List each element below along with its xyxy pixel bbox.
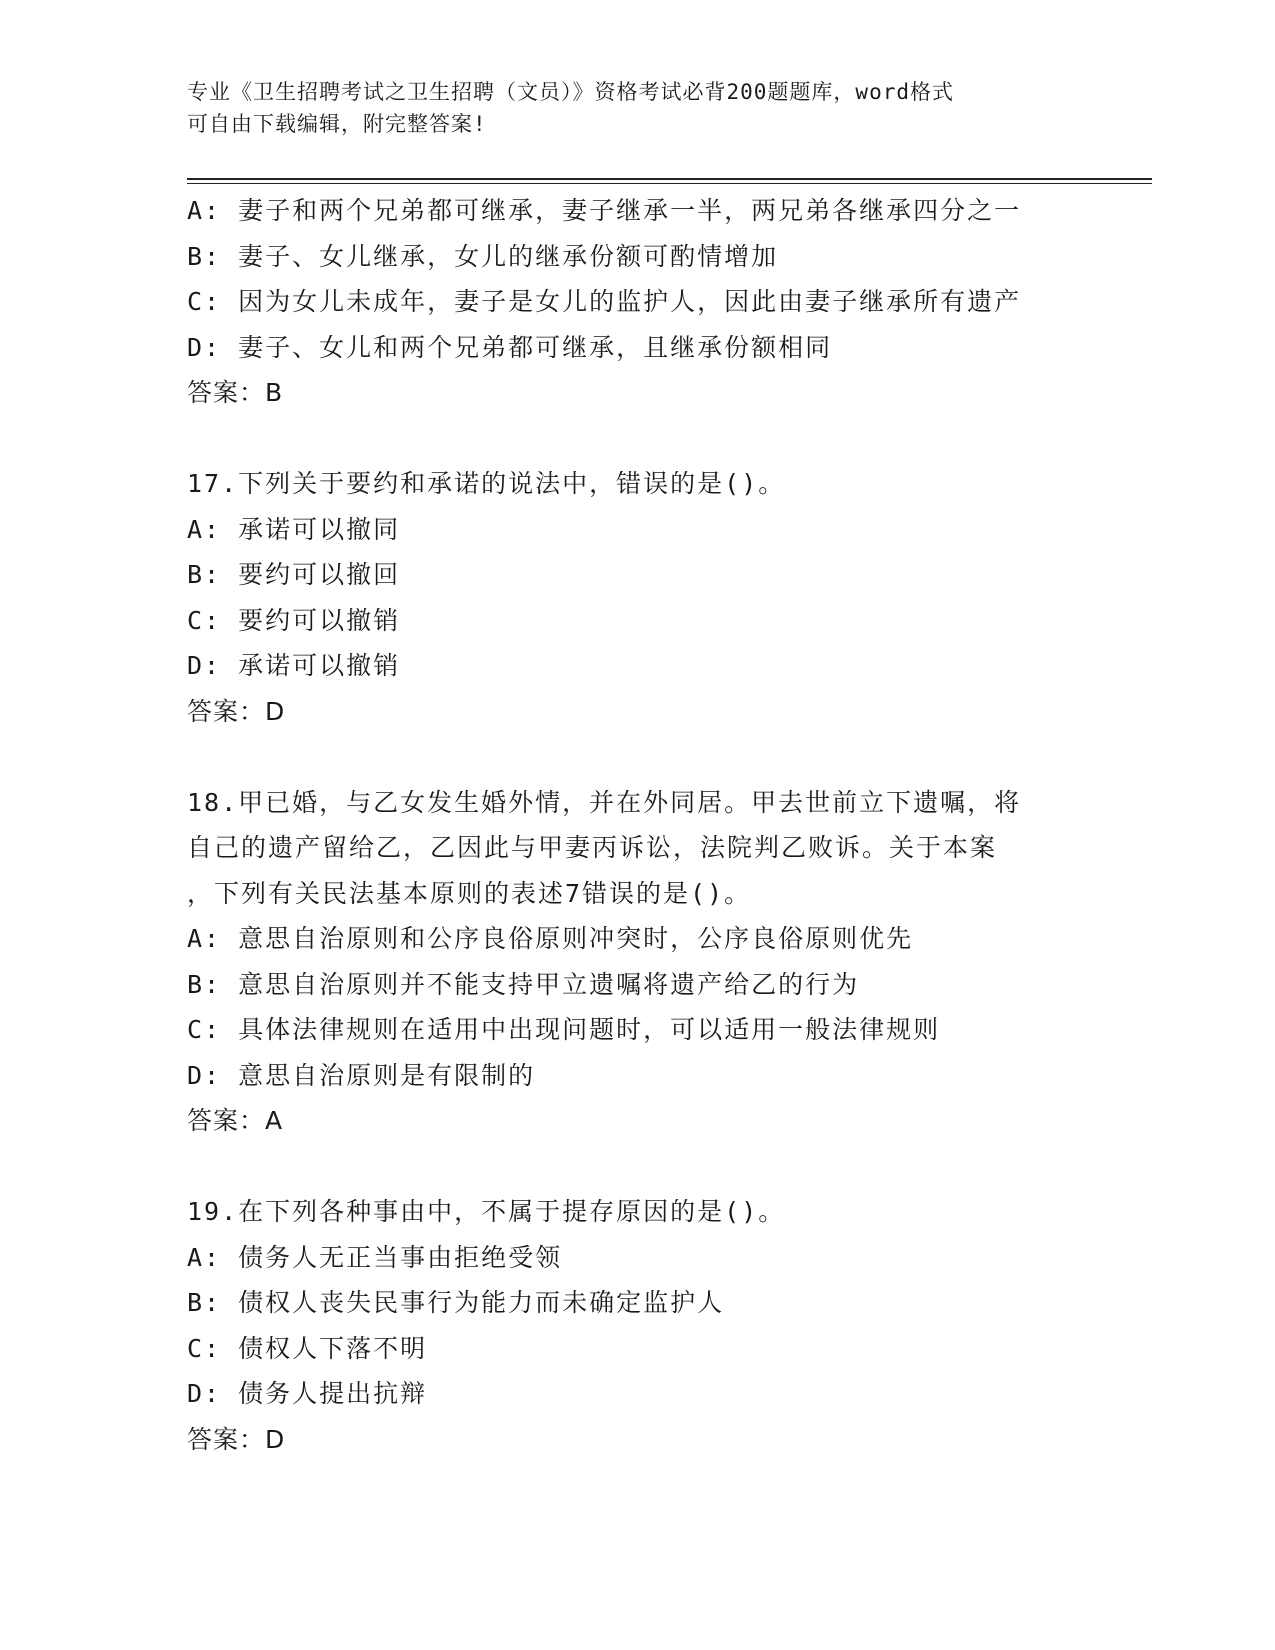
- header-title-line-1: 专业《卫生招聘考试之卫生招聘（文员）》资格考试必背200题题库，word格式: [187, 80, 954, 104]
- option-c: C: 要约可以撤销: [187, 605, 401, 635]
- question-stem-line-3: ，下列有关民法基本原则的表述7错误的是()。: [187, 878, 752, 908]
- option-d: D: 债务人提出抗辩: [187, 1379, 428, 1408]
- option-d: D: 妻子、女儿和两个兄弟都可继承，且继承份额相同: [187, 332, 833, 362]
- option-b: B: 债权人丧失民事行为能力而未确定监护人: [187, 1288, 725, 1317]
- option-d: D: 意思自治原则是有限制的: [187, 1060, 536, 1090]
- spacer: [187, 416, 1087, 462]
- option-c: C: 因为女儿未成年，妻子是女儿的监护人，因此由妻子继承所有遗产: [187, 287, 1022, 316]
- answer: 答案：B: [187, 378, 284, 407]
- question-19: [187, 1189, 1087, 1462]
- question-16: [187, 188, 1087, 416]
- spacer: [187, 1144, 1087, 1190]
- option-d: D: 承诺可以撤销: [187, 651, 401, 680]
- spacer: [187, 734, 1087, 780]
- option-a: A: 妻子和两个兄弟都可继承，妻子继承一半，两兄弟各继承四分之一: [187, 196, 1022, 225]
- header-divider-thick: [187, 178, 1152, 180]
- option-a: A: 债务人无正当事由拒绝受领: [187, 1242, 563, 1272]
- option-b: B: 要约可以撤回: [187, 560, 401, 589]
- option-b: B: 妻子、女儿继承，女儿的继承份额可酌情增加: [187, 241, 779, 271]
- option-c: C: 具体法律规则在适用中出现问题时，可以适用一般法律规则: [187, 1015, 941, 1044]
- question-stem-line-1: 18.甲已婚，与乙女发生婚外情，并在外同居。甲去世前立下遗嘱，将: [187, 787, 1022, 817]
- header-title-line-2: 可自由下载编辑，附完整答案!: [187, 112, 487, 136]
- option-c: C: 债权人下落不明: [187, 1333, 428, 1363]
- question-stem-line-2: 自己的遗产留给乙，乙因此与甲妻丙诉讼，法院判乙败诉。关于本案: [187, 833, 998, 862]
- question-stem: 17.下列关于要约和承诺的说法中，错误的是()。: [187, 469, 786, 498]
- question-stem: 19.在下列各种事由中，不属于提存原因的是()。: [187, 1197, 786, 1226]
- question-list: [187, 188, 1087, 1462]
- answer: 答案：A: [187, 1106, 284, 1135]
- option-a: A: 承诺可以撤同: [187, 514, 401, 544]
- question-18: [187, 780, 1087, 1144]
- document-header: [187, 76, 1067, 140]
- answer: 答案：D: [187, 696, 286, 726]
- header-divider-thin: [187, 183, 1152, 184]
- option-b: B: 意思自治原则并不能支持甲立遗嘱将遗产给乙的行为: [187, 969, 860, 999]
- answer: 答案：D: [187, 1424, 286, 1454]
- option-a: A: 意思自治原则和公序良俗原则冲突时，公序良俗原则优先: [187, 924, 914, 953]
- question-17: [187, 461, 1087, 734]
